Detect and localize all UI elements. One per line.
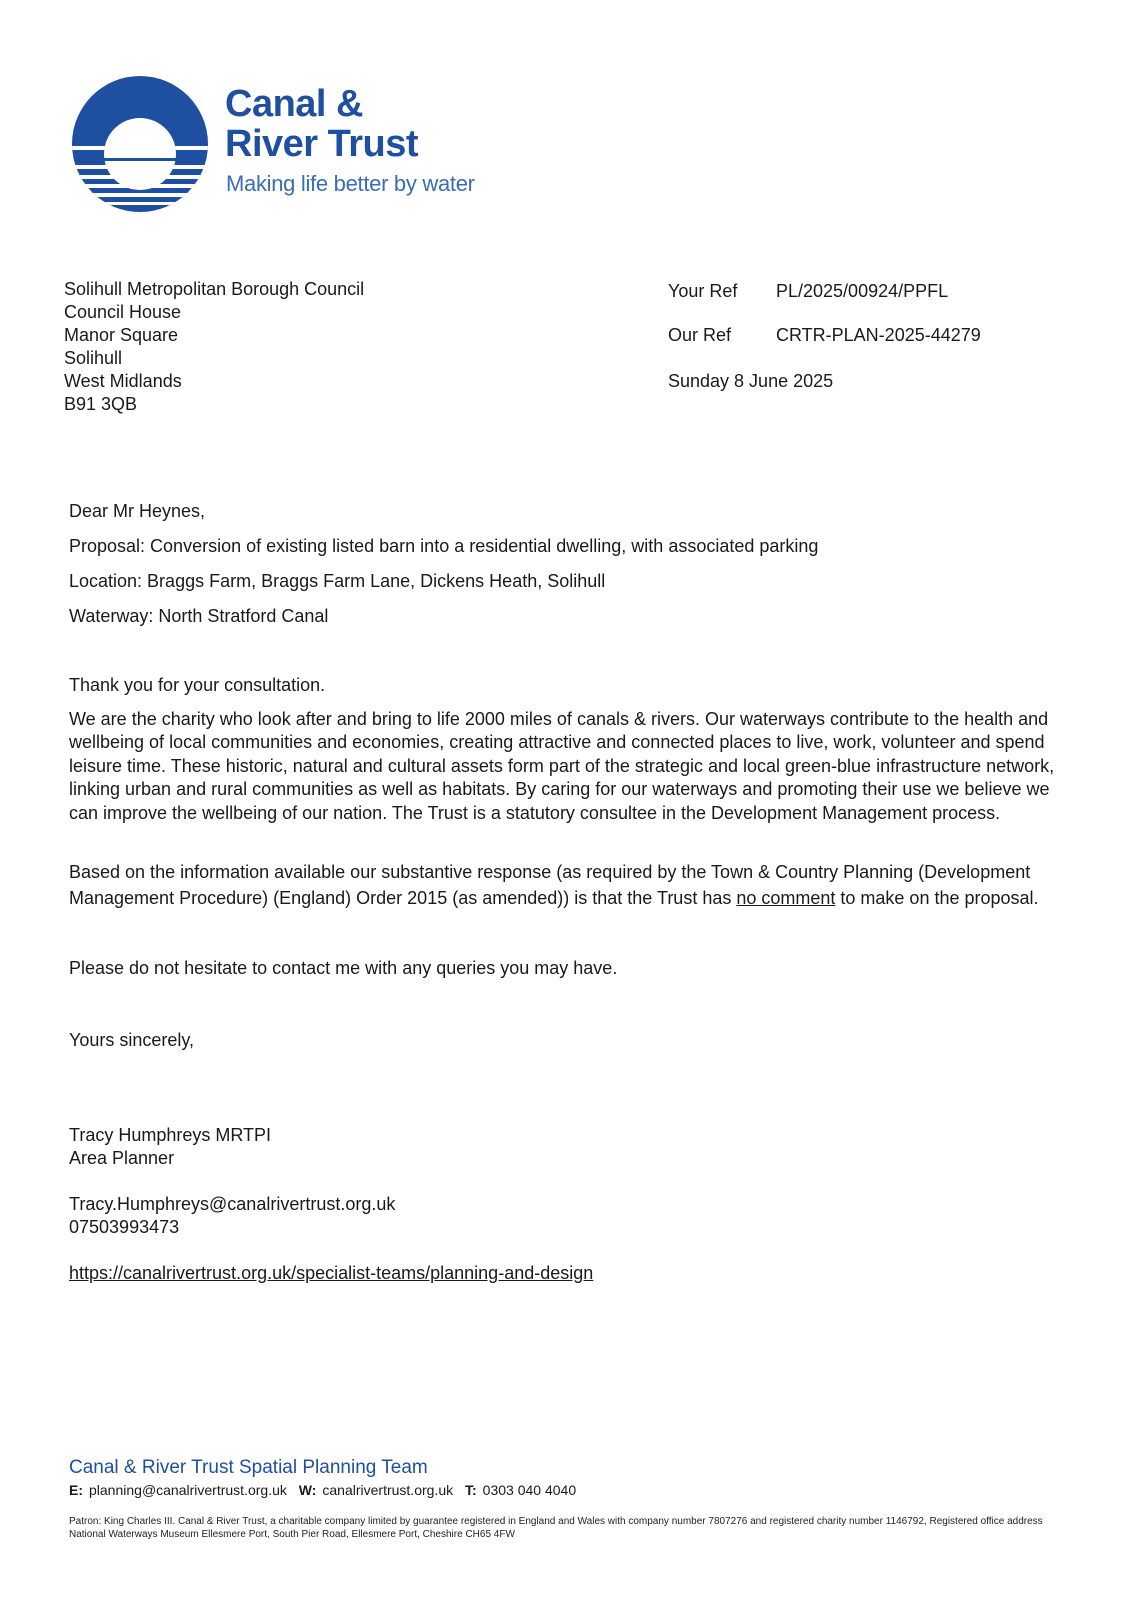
contact-paragraph: Please do not hesitate to contact me with any queries you may have.: [69, 958, 618, 978]
planning-design-link[interactable]: https://canalrivertrust.org.uk/specialist-teams/planning-and-design: [69, 1263, 594, 1283]
response-paragraph: [69, 859, 1064, 911]
response-text-start: Based on the information available our substantive response (as required by the Town & Country Planning (Development Management Procedure) (England) Order 2015 (as amended)) is that the Trust has: [69, 862, 1031, 908]
address-line: Council House: [64, 302, 182, 322]
footer-contact-line: [69, 1482, 576, 1498]
location-line: Location: Braggs Farm, Braggs Farm Lane, Dickens Heath, Solihull: [69, 571, 606, 591]
address-line: B91 3QB: [64, 394, 138, 414]
your-ref-label: Your Ref: [668, 281, 738, 301]
address-line: Solihull: [64, 348, 123, 368]
thanks-paragraph: Thank you for your consultation.: [69, 675, 326, 695]
proposal-line: Proposal: Conversion of existing listed barn into a residential dwelling, with associated parking: [69, 536, 819, 556]
address-line: Manor Square: [64, 325, 179, 345]
footer-web[interactable]: canalrivertrust.org.uk: [322, 1482, 454, 1498]
signatory-phone: 07503993473: [69, 1217, 180, 1237]
signoff: Yours sincerely,: [69, 1030, 195, 1050]
logo-wordmark: [225, 84, 418, 164]
letter-date: Sunday 8 June 2025: [668, 371, 834, 391]
your-ref-value: PL/2025/00924/PPFL: [776, 281, 949, 301]
waterway-line: Waterway: North Stratford Canal: [69, 606, 329, 626]
recipient-address: [64, 278, 364, 416]
footer-tel: 0303 040 4040: [482, 1482, 577, 1498]
address-line: Solihull Metropolitan Borough Council: [64, 279, 365, 299]
our-ref-value: CRTR-PLAN-2025-44279: [776, 325, 981, 345]
signatory-name: Tracy Humphreys MRTPI: [69, 1125, 272, 1145]
address-line: West Midlands: [64, 371, 182, 391]
signatory-email[interactable]: Tracy.Humphreys@canalrivertrust.org.uk: [69, 1194, 396, 1214]
footer-email-label: E:: [69, 1482, 83, 1498]
salutation: Dear Mr Heynes,: [69, 501, 206, 521]
footer-legal-notice: Patron: King Charles III. Canal & River Trust, a charitable company limited by guarantee registered in England and Wales with company number 7807276 and registered charity number 1146792, Registered office address National Waterways Museum Ellesmere Port, South Pier Road, Ellesmere Port, Cheshire CH65 4FW: [69, 1516, 1043, 1540]
our-ref-label: Our Ref: [668, 325, 732, 345]
footer-email[interactable]: planning@canalrivertrust.org.uk: [89, 1482, 287, 1498]
trust-logo: [70, 74, 510, 214]
our-ref-row: [668, 325, 981, 346]
signatory-title: Area Planner: [69, 1148, 175, 1168]
your-ref-row: [668, 281, 948, 302]
response-text-end: to make on the proposal.: [835, 888, 1039, 908]
footer-tel-label: T:: [465, 1482, 477, 1498]
footer-team-name: Canal & River Trust Spatial Planning Team: [69, 1457, 428, 1478]
no-comment-emphasis: no comment: [736, 888, 836, 908]
footer-web-label: W:: [298, 1482, 317, 1498]
logo-tagline: Making life better by water: [226, 171, 475, 196]
canal-river-trust-emblem-icon: [70, 74, 210, 214]
logo-wordmark-line1: Canal &: [225, 83, 363, 125]
charity-paragraph: We are the charity who look after and bring to life 2000 miles of canals & rivers. Our waterways contribute to the health and wellbeing of local communities and economies, creating attractive and connected places to live, work, volunteer and spend leisure time. These historic, natural and cultural assets form part of the strategic and local green-blue infrastructure network, linking urban and rural communities as well as habitats. By caring for our waterways and promoting their use we believe we can improve the wellbeing of our nation. The Trust is a statutory consultee in the Development Management process.: [69, 709, 1055, 823]
logo-wordmark-line2: River Trust: [225, 123, 419, 165]
